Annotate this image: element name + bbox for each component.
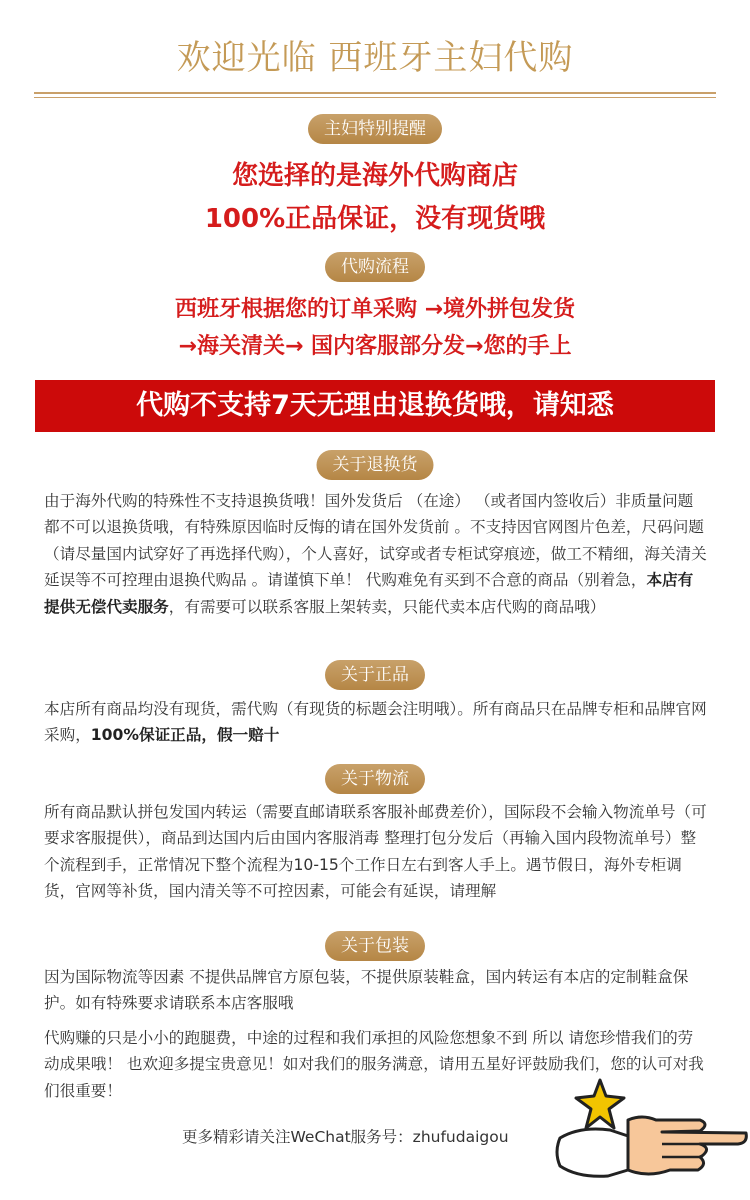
reminder-line-1: 您选择的是海外代购商店 xyxy=(231,161,518,191)
returns-badge: 关于退换货 xyxy=(317,450,434,480)
returns-paragraph xyxy=(44,488,708,620)
returns-text-2: ，有需要可以联系客服上架转卖，只能代卖本店代购的商品哦） xyxy=(168,597,606,616)
title-divider-top xyxy=(34,92,716,94)
closing-paragraph: 代购赚的只是小小的跑腿费，中途的过程和我们承担的风险您想象不到 所以 请您珍惜我们的劳动成果哦！ 也欢迎多提宝贵意见！如对我们的服务满意，请用五星好评鼓励我们，您的认可对我们很重要！ xyxy=(44,1029,704,1100)
packaging-badge: 关于包装 xyxy=(325,931,425,961)
wechat-footer: 更多精彩请关注WeChat服务号：zhufudaigou xyxy=(182,1128,509,1146)
returns-text-1: 由于海外代购的特殊性不支持退换货哦！国外发货后 （在途） （或者国内签收后）非质量问题都不可以退换货哦，有特殊原因临时反悔的请在国外发货前 。不支持因官网图片色差，尺码问题（请尽量国内试穿好了再选择代购），个人喜好，试穿或者专柜试穿痕迹，做工不精细，海关清关延误等不可控理由退换代购品 。请谨慎下单！ 代购难免有买到不合意的商品（别着急， xyxy=(44,492,707,590)
no-return-banner: 代购不支持7天无理由退换货哦，请知悉 xyxy=(35,380,715,432)
returns-bold: 本店有提供无偿代卖服务 xyxy=(44,571,694,616)
authentic-badge: 关于正品 xyxy=(325,660,425,690)
process-line-1: 西班牙根据您的订单采购 →境外拼包发货 xyxy=(174,297,576,322)
logistics-badge: 关于物流 xyxy=(325,764,425,794)
reminder-badge: 主妇特别提醒 xyxy=(308,114,442,144)
authentic-paragraph xyxy=(44,696,708,749)
logistics-paragraph: 所有商品默认拼包发国内转运（需要直邮请联系客服补邮费差价），国际段不会输入物流单号（可要求客服提供），商品到达国内后由国内客服消毒 整理打包分发后（再输入国内段物流单号）整个流程到手，正常情况下整个流程为10-15个工作日左右到客人手上。遇节假日，海外专柜调货，官网等补货，国内清关等不可控因素，可能会有延误，请理解 xyxy=(44,803,707,901)
process-badge: 代购流程 xyxy=(325,252,425,282)
page-title: 欢迎光临 西班牙主妇代购 xyxy=(176,38,574,78)
process-line-2: →海关清关→ 国内客服部分发→您的手上 xyxy=(178,334,572,359)
pointing-hand-icon xyxy=(550,1078,750,1190)
packaging-paragraph: 因为国际物流等因素 不提供品牌官方原包装，不提供原装鞋盒，国内转运有本店的定制鞋盒保护。如有特殊要求请联系本店客服哦 xyxy=(44,968,689,1013)
reminder-line-2: 100%正品保证，没有现货哦 xyxy=(204,204,546,234)
authentic-bold: 100%保证正品，假一赔十 xyxy=(90,726,280,745)
sparkle-icon xyxy=(576,1080,624,1128)
authentic-text: 本店所有商品均没有现货，需代购（有现货的标题会注明哦）。所有商品只在品牌专柜和品牌官网采购， xyxy=(44,700,707,745)
title-divider-bottom xyxy=(34,97,716,98)
